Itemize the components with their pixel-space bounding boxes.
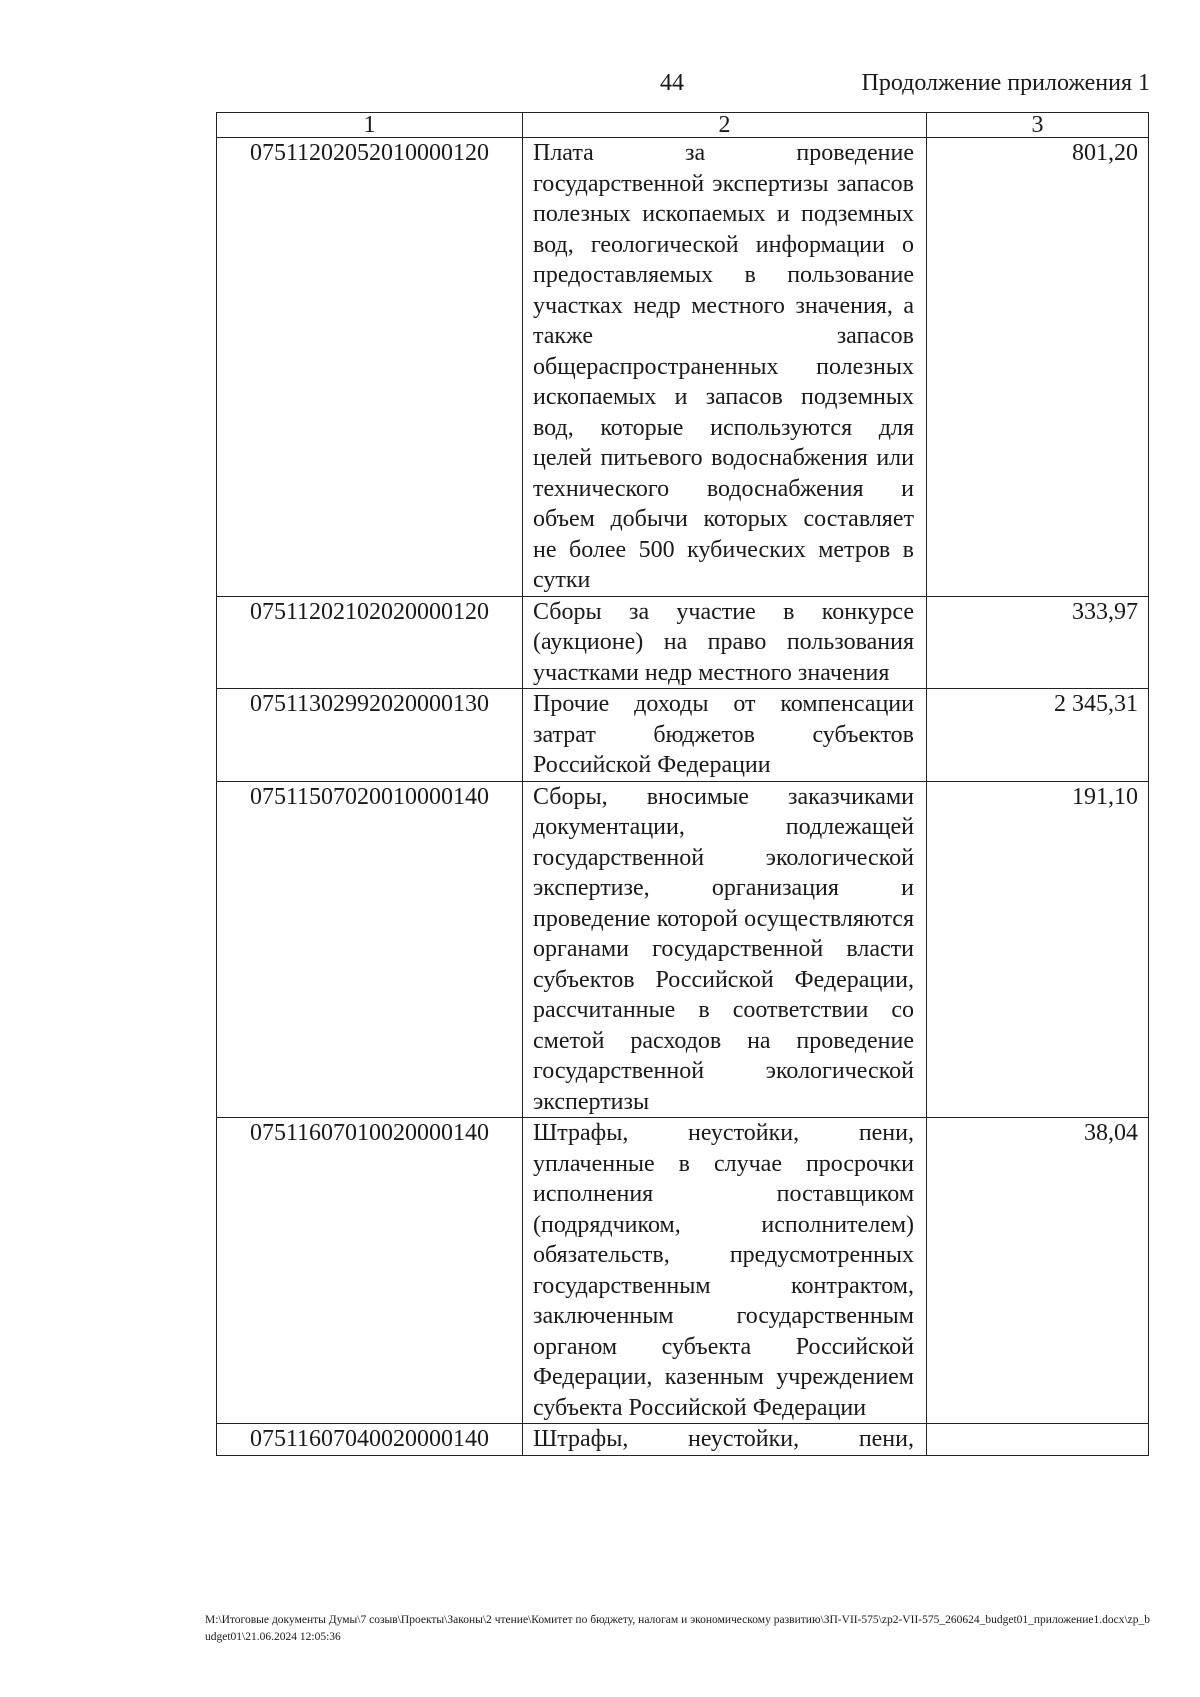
document-path-footer: М:\Итоговые документы Думы\7 созыв\Проекты\Законы\2 чтение\Комитет по бюджету, налогам и экономическому развитию\ЗП-VII-575\zp2-VII-575_260624_budget01_приложение1.docx\zp_budget01\21.06.2024 12:05:36 — [205, 1614, 1150, 1643]
income-name: Сборы за участие в конкурсе (аукционе) на право пользования участками недр местного значения — [523, 596, 927, 689]
income-name: Плата за проведение государственной экспертизы запасов полезных ископаемых и подземных вод, геологической информации о предоставляемых в пользование участках недр местного значения, а также запасов общераспространенных полезных ископаемых и запасов подземных вод, которые используются для целей питьевого водоснабжения или технического водоснабжения и объем добычи которых составляет не более 500 кубических метров в сутки — [523, 138, 927, 597]
income-amount — [927, 1424, 1149, 1456]
column-header-2: 2 — [523, 113, 927, 138]
income-code: 07511607040020000140 — [217, 1424, 523, 1456]
income-amount: 38,04 — [927, 1118, 1149, 1424]
continuation-label: Продолжение приложения 1 — [861, 70, 1150, 96]
income-name: Прочие доходы от компенсации затрат бюджетов субъектов Российской Федерации — [523, 689, 927, 782]
column-header-1: 1 — [217, 113, 523, 138]
income-code: 07511507020010000140 — [217, 781, 523, 1118]
table-row — [217, 1118, 1149, 1424]
table-row — [217, 596, 1149, 689]
page-number: 44 — [660, 70, 684, 96]
income-code: 07511202102020000120 — [217, 596, 523, 689]
income-name: Штрафы, неустойки, пени, — [523, 1424, 927, 1456]
table-row — [217, 1424, 1149, 1456]
income-amount: 2 345,31 — [927, 689, 1149, 782]
income-code: 07511302992020000130 — [217, 689, 523, 782]
income-name: Сборы, вносимые заказчиками документации, подлежащей государственной экологической экспертизе, организация и проведение которой осуществляются органами государственной власти субъектов Российской Федерации, рассчитанные в соответствии со сметой расходов на проведение государственной экологической экспертизы — [523, 781, 927, 1118]
table-header-row — [217, 113, 1149, 138]
table-row — [217, 781, 1149, 1118]
income-amount: 191,10 — [927, 781, 1149, 1118]
income-code: 07511202052010000120 — [217, 138, 523, 597]
column-header-3: 3 — [927, 113, 1149, 138]
table-row — [217, 138, 1149, 597]
income-amount: 333,97 — [927, 596, 1149, 689]
income-name: Штрафы, неустойки, пени, уплаченные в случае просрочки исполнения поставщиком (подрядчиком, исполнителем) обязательств, предусмотренных государственным контрактом, заключенным государственным органом субъекта Российской Федерации, казенным учреждением субъекта Российской Федерации — [523, 1118, 927, 1424]
income-code: 07511607010020000140 — [217, 1118, 523, 1424]
income-amount: 801,20 — [927, 138, 1149, 597]
table-row — [217, 689, 1149, 782]
budget-table — [216, 112, 1149, 1456]
